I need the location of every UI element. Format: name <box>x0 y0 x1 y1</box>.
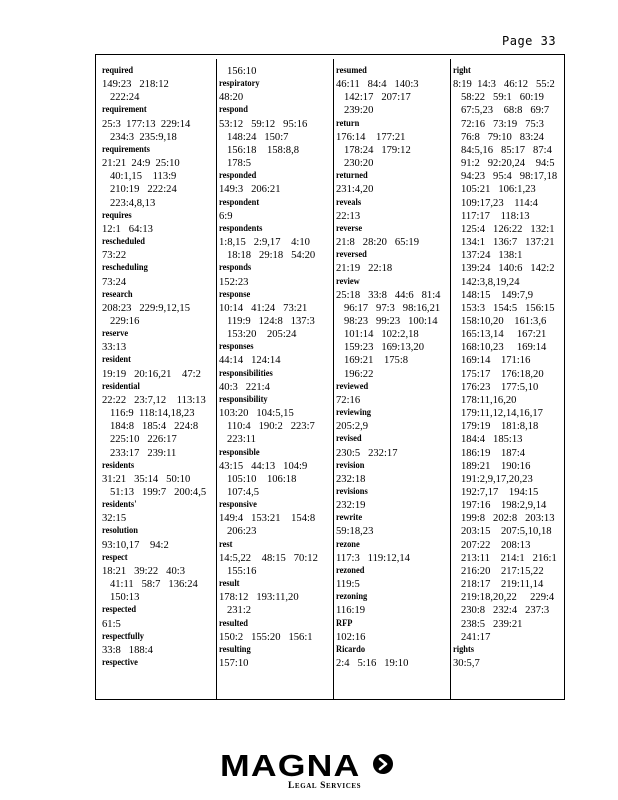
index-reference: 21:19 22:18 <box>336 263 393 275</box>
index-reference: 169:21 175:8 <box>336 355 409 367</box>
index-reference: 223:11 <box>219 434 256 446</box>
index-reference: 10:14 41:24 73:21 <box>219 302 308 314</box>
index-term: reverse <box>336 223 363 234</box>
index-term: returned <box>336 171 368 182</box>
index-reference: 142:17 207:17 <box>336 92 411 104</box>
index-reference: 103:20 104:5,15 <box>219 408 294 420</box>
index-reference: 119:5 <box>336 579 360 591</box>
index-reference: 18:18 29:18 54:20 <box>219 250 316 262</box>
index-reference: 44:14 124:14 <box>219 355 281 367</box>
index-reference: 40:1,15 113:9 <box>102 171 177 183</box>
index-reference: 14:5,22 48:15 70:12 <box>219 552 318 564</box>
index-reference: 179:11,12,14,16,17 <box>453 408 543 420</box>
index-reference: 43:15 44:13 104:9 <box>219 460 308 472</box>
index-term: requirements <box>102 144 150 155</box>
index-reference: 199:8 202:8 203:13 <box>453 513 555 525</box>
index-reference: 117:17 118:13 <box>453 210 530 222</box>
index-reference: 105:21 106:1,23 <box>453 184 536 196</box>
index-reference: 73:22 <box>102 250 127 262</box>
index-term: revisions <box>336 487 368 497</box>
index-reference: 159:23 169:13,20 <box>336 342 424 354</box>
index-term: responsibilities <box>219 368 273 379</box>
index-reference: 239:20 <box>336 105 374 117</box>
index-term: responsive <box>219 500 257 511</box>
index-reference: 206:23 <box>219 526 257 538</box>
index-term: requirement <box>102 105 147 116</box>
index-reference: 117:3 119:12,14 <box>336 552 410 564</box>
index-reference: 208:23 229:9,12,15 <box>102 302 190 314</box>
index-reference: 48:20 <box>219 92 244 104</box>
index-reference: 219:18,20,22 229:4 <box>453 592 555 604</box>
index-reference: 232:18 <box>336 473 366 485</box>
index-reference: 22:13 <box>336 210 361 222</box>
index-reference: 51:13 199:7 200:4,5 <box>102 487 207 498</box>
index-term: rescheduled <box>102 237 145 248</box>
index-reference: 84:5,16 85:17 87:4 <box>453 144 552 156</box>
index-term: resumed <box>336 66 367 76</box>
index-reference: 169:14 171:16 <box>453 355 531 367</box>
index-reference: 116:9 118:14,18,23 <box>102 408 195 420</box>
index-reference: 73:24 <box>102 276 127 288</box>
index-reference: 234:3 235:9,18 <box>102 131 177 143</box>
index-reference: 230:8 232:4 237:3 <box>453 605 550 617</box>
index-reference: 176:23 177:5,10 <box>453 381 539 393</box>
index-reference: 40:3 221:4 <box>219 381 270 393</box>
index-term: residential <box>102 381 140 392</box>
index-term: respected <box>102 605 137 616</box>
index-reference: 98:23 99:23 100:14 <box>336 315 438 327</box>
index-term: response <box>219 289 251 300</box>
index-term: respiratory <box>219 79 260 90</box>
page-number: Page 33 <box>502 34 557 48</box>
index-term: respondents <box>219 223 263 234</box>
index-reference: 148:24 150:7 <box>219 131 289 143</box>
index-reference: 46:11 84:4 140:3 <box>336 79 419 91</box>
index-term: respectfully <box>102 631 145 642</box>
index-reference: 59:18,23 <box>336 526 374 538</box>
index-reference: 6:9 <box>219 210 233 222</box>
index-reference: 156:10 <box>219 66 257 77</box>
index-reference: 116:19 <box>336 605 366 617</box>
index-term: research <box>102 289 133 300</box>
index-reference: 94:23 95:4 98:17,18 <box>453 171 558 183</box>
index-reference: 175:17 176:18,20 <box>453 368 544 380</box>
index-reference: 179:19 181:8,18 <box>453 421 539 433</box>
index-reference: 22:22 23:7,12 113:13 <box>102 394 206 406</box>
index-column-1 <box>102 65 214 695</box>
index-reference: 25:3 177:13 229:14 <box>102 118 191 130</box>
index-reference: 53:12 59:12 95:16 <box>219 118 308 130</box>
magna-logo <box>220 748 400 792</box>
index-term: requires <box>102 210 132 221</box>
index-reference: 67:5,23 68:8 69:7 <box>453 105 550 117</box>
index-term: responds <box>219 263 252 274</box>
index-reference: 31:21 35:14 50:10 <box>102 473 191 485</box>
index-term: reviewed <box>336 381 369 392</box>
index-term: required <box>102 66 134 76</box>
index-reference: 156:18 158:8,8 <box>219 144 300 156</box>
index-reference: 231:4,20 <box>336 184 374 196</box>
index-reference: 139:24 140:6 142:2 <box>453 263 555 275</box>
index-reference: 233:17 239:11 <box>102 447 177 459</box>
column-divider <box>333 59 334 699</box>
index-reference: 18:21 39:22 40:3 <box>102 565 185 577</box>
index-term: responses <box>219 342 254 353</box>
index-reference: 231:2 <box>219 605 252 617</box>
index-column-3 <box>336 65 448 695</box>
index-reference: 158:10,20 161:3,6 <box>453 315 547 327</box>
index-reference: 230:5 232:17 <box>336 447 398 459</box>
index-reference: 230:20 <box>336 158 374 170</box>
index-term: respect <box>102 552 128 563</box>
index-reference: 96:17 97:3 98:16,21 <box>336 302 441 314</box>
index-term: rezone <box>336 539 360 550</box>
index-term: reviewing <box>336 408 372 419</box>
index-reference: 203:15 207:5,10,18 <box>453 526 552 538</box>
index-term: right <box>453 66 471 76</box>
index-reference: 21:21 24:9 25:10 <box>102 158 180 170</box>
index-frame <box>95 54 565 700</box>
index-reference: 152:23 <box>219 276 249 288</box>
index-reference: 102:16 <box>336 631 366 643</box>
arrow-circle-icon <box>372 753 394 775</box>
index-term: rest <box>219 539 233 550</box>
index-reference: 2:4 5:16 19:10 <box>336 658 409 670</box>
index-reference: 157:10 <box>219 658 249 670</box>
index-reference: 61:5 <box>102 618 121 630</box>
index-reference: 207:22 208:13 <box>453 539 531 551</box>
index-reference: 30:5,7 <box>453 658 480 670</box>
index-reference: 223:4,8,13 <box>102 197 156 209</box>
index-reference: 134:1 136:7 137:21 <box>453 237 555 249</box>
index-reference: 125:4 126:22 132:1 <box>453 223 555 235</box>
index-reference: 72:16 <box>336 394 361 406</box>
index-reference: 12:1 64:13 <box>102 223 153 235</box>
index-reference: 76:8 79:10 83:24 <box>453 131 544 143</box>
index-reference: 150:2 155:20 156:1 <box>219 631 313 643</box>
index-reference: 72:16 73:19 75:3 <box>453 118 544 130</box>
index-reference: 119:9 124:8 137:3 <box>219 315 315 327</box>
index-reference: 137:24 138:1 <box>453 250 523 262</box>
index-term: RFP <box>336 618 353 629</box>
index-term: rezoned <box>336 565 365 576</box>
index-reference: 110:4 190:2 223:7 <box>219 421 315 433</box>
index-reference: 8:19 14:3 46:12 55:2 <box>453 79 555 91</box>
index-term: resolution <box>102 526 138 537</box>
index-reference: 109:17,23 114:4 <box>453 197 538 209</box>
index-reference: 168:10,23 169:14 <box>453 342 547 354</box>
index-term: return <box>336 118 360 129</box>
index-reference: 155:16 <box>219 565 257 577</box>
index-reference: 21:8 28:20 65:19 <box>336 237 419 249</box>
index-reference: 142:3,8,19,24 <box>453 276 520 288</box>
index-term: resident <box>102 355 131 366</box>
index-reference: 25:18 33:8 44:6 81:4 <box>336 289 441 301</box>
column-divider <box>450 59 451 699</box>
index-reference: 107:4,5 <box>219 487 260 498</box>
index-term: reveals <box>336 197 362 208</box>
index-reference: 241:17 <box>453 631 491 643</box>
index-column-2 <box>219 65 331 695</box>
logo-tagline: Legal Services <box>288 781 362 791</box>
index-reference: 153:20 205:24 <box>219 329 297 341</box>
index-reference: 41:11 58:7 136:24 <box>102 579 198 591</box>
index-reference: 153:3 154:5 156:15 <box>453 302 555 314</box>
index-reference: 1:8,15 2:9,17 4:10 <box>219 237 310 249</box>
index-reference: 33:8 188:4 <box>102 644 153 656</box>
index-reference: 58:22 59:1 60:19 <box>453 92 544 104</box>
index-reference: 148:15 149:7,9 <box>453 289 534 301</box>
index-reference: 178:12 193:11,20 <box>219 592 299 604</box>
index-reference: 105:10 106:18 <box>219 473 297 485</box>
index-reference: 213:11 214:1 216:1 <box>453 552 557 564</box>
index-reference: 238:5 239:21 <box>453 618 523 630</box>
index-reference: 197:16 198:2,9,14 <box>453 500 547 512</box>
index-reference: 189:21 190:16 <box>453 460 531 472</box>
index-term: reversed <box>336 250 367 261</box>
index-reference: 149:4 153:21 154:8 <box>219 513 316 525</box>
column-divider <box>216 59 217 699</box>
index-reference: 91:2 92:20,24 94:5 <box>453 158 555 170</box>
index-reference: 191:2,9,17,20,23 <box>453 473 533 485</box>
index-reference: 178:24 179:12 <box>336 144 411 156</box>
index-term: residents <box>102 460 135 471</box>
index-term: responded <box>219 171 257 182</box>
index-reference: 205:2,9 <box>336 421 369 433</box>
logo-wordmark: MAGNA <box>220 748 361 783</box>
index-term: Ricardo <box>336 644 366 655</box>
index-term: rewrite <box>336 513 363 524</box>
index-reference: 93:10,17 94:2 <box>102 539 169 551</box>
index-reference: 178:11,16,20 <box>453 394 517 406</box>
index-term: resulted <box>219 618 248 629</box>
index-term: rescheduling <box>102 263 148 274</box>
index-reference: 192:7,17 194:15 <box>453 487 539 498</box>
index-term: responsibility <box>219 394 268 405</box>
index-reference: 176:14 177:21 <box>336 131 406 143</box>
index-reference: 196:22 <box>336 368 374 380</box>
index-term: revision <box>336 460 365 471</box>
index-reference: 32:15 <box>102 513 127 525</box>
index-term: rights <box>453 644 475 655</box>
index-reference: 33:13 <box>102 342 127 354</box>
index-term: reserve <box>102 329 129 340</box>
index-term: residents' <box>102 500 137 511</box>
index-reference: 186:19 187:4 <box>453 447 526 459</box>
index-term: result <box>219 579 240 590</box>
index-reference: 184:8 185:4 224:8 <box>102 421 199 433</box>
index-term: rezoning <box>336 592 368 603</box>
index-reference: 178:5 <box>219 158 252 170</box>
index-reference: 150:13 <box>102 592 140 604</box>
index-term: revised <box>336 434 362 445</box>
index-term: respondent <box>219 197 260 208</box>
index-reference: 149:3 206:21 <box>219 184 281 196</box>
index-reference: 210:19 222:24 <box>102 184 177 196</box>
index-term: respond <box>219 105 248 116</box>
index-term: respective <box>102 658 138 669</box>
index-column-4 <box>453 65 564 695</box>
index-reference: 225:10 226:17 <box>102 434 177 446</box>
index-reference: 184:4 185:13 <box>453 434 523 446</box>
index-reference: 232:19 <box>336 500 366 512</box>
index-term: review <box>336 276 360 287</box>
index-reference: 165:13,14 167:21 <box>453 329 547 341</box>
index-reference: 19:19 20:16,21 47:2 <box>102 368 201 380</box>
index-reference: 229:16 <box>102 315 140 327</box>
index-reference: 218:17 219:11,14 <box>453 579 544 591</box>
index-reference: 101:14 102:2,18 <box>336 329 419 341</box>
index-reference: 222:24 <box>102 92 140 104</box>
index-reference: 216:20 217:15,22 <box>453 565 544 577</box>
index-reference: 149:23 218:12 <box>102 79 169 91</box>
index-term: responsible <box>219 447 260 458</box>
index-term: resulting <box>219 644 251 655</box>
